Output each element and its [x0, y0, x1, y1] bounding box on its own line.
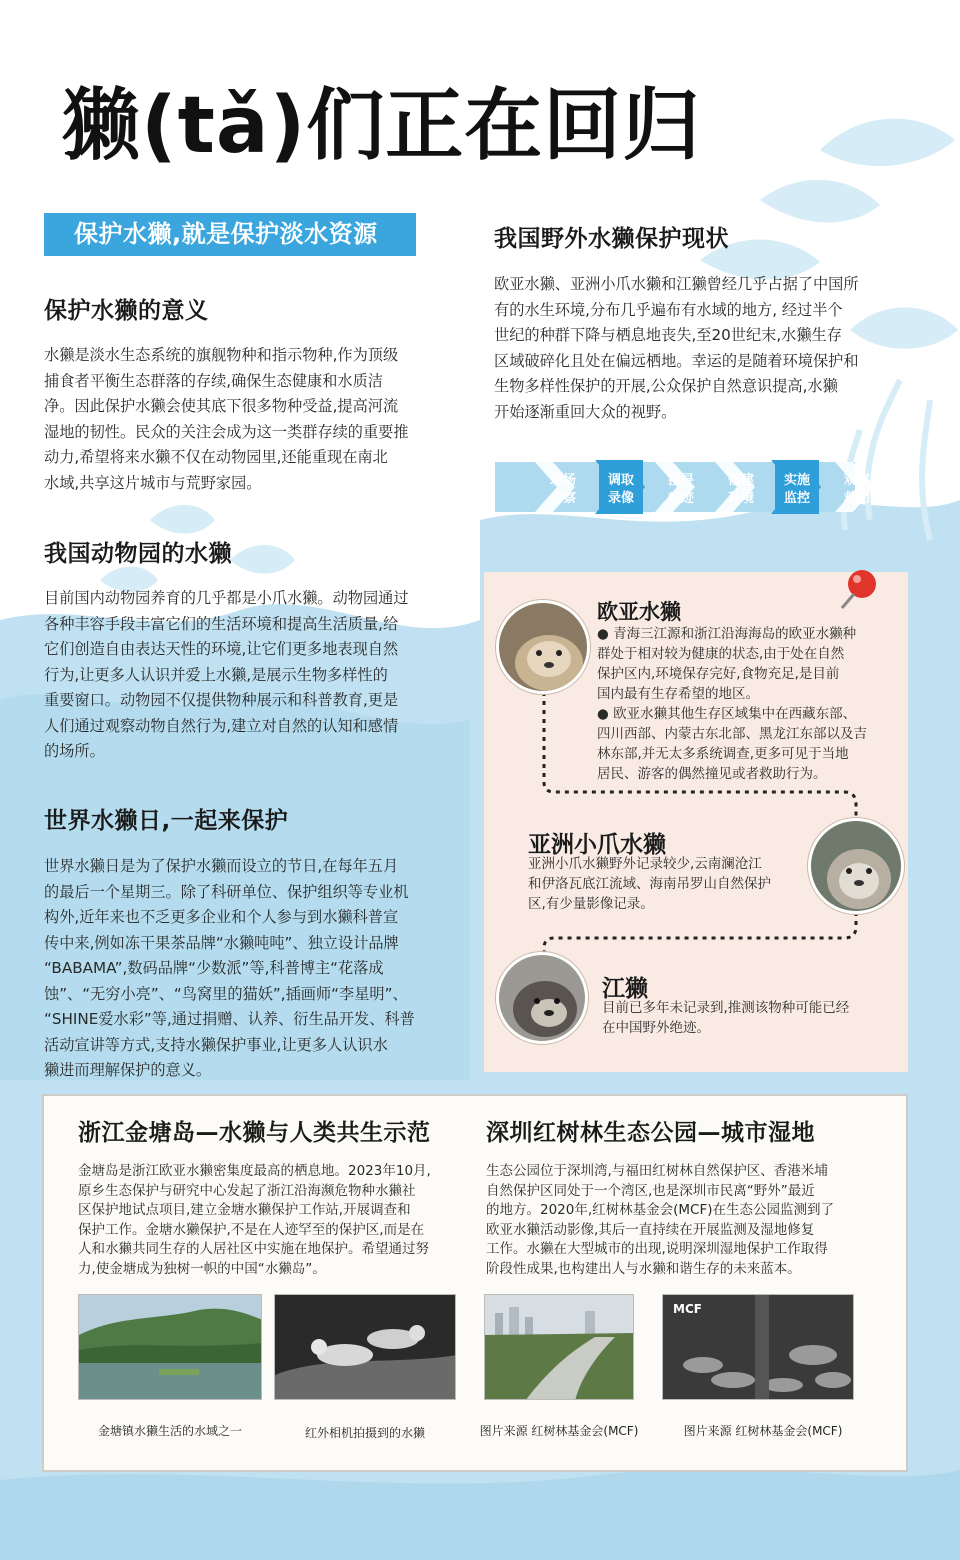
case-heading-shenzhen: 深圳红树林生态公园—城市湿地: [486, 1120, 815, 1146]
text-line: 的最后一个星期三。除了科研单位、保护组织等专业机: [44, 882, 409, 901]
text-line: 工作。水獭在大型城市的出现,说明深圳湿地保护工作取得: [486, 1241, 828, 1257]
section-heading-otter-day: 世界水獭日,一起来保护: [44, 808, 289, 834]
mcf-watermark: MCF: [673, 1302, 702, 1316]
text-line: 有的水生环境,分布几乎遍布有水域的地方, 经过半个: [494, 300, 843, 319]
species-text-eurasian: [597, 624, 897, 784]
caption-mcf-2: 图片来源 红树林基金会(MCF): [683, 1424, 843, 1438]
text-line: 传中来,例如冻干果茶品牌“水獭吨吨”、独立设计品牌: [44, 933, 399, 952]
text-line: “BABAMA”,数码品牌“少数派”等,科普博主“花落成: [44, 959, 384, 977]
text-line: 区保护地试点项目,建立金塘水獭保护工作站,开展调查和: [78, 1202, 411, 1218]
text-line: ● 青海三江源和浙江沿海海岛的欧亚水獭种: [597, 626, 857, 642]
photo-infrared-otters: [274, 1294, 456, 1400]
text-line: 金塘岛是浙江欧亚水獭密集度最高的栖息地。2023年10月,: [78, 1163, 431, 1179]
species-name-smooth-coated: 江獭: [602, 976, 648, 1002]
species-text-smooth-coated: [602, 998, 892, 1038]
flow-step-4-line1: 修建: [727, 473, 755, 488]
flow-step-6-line2: 救助: [843, 491, 871, 506]
photo-mcf-camera-trap: [662, 1294, 854, 1400]
flow-step-5-line1: 实施: [783, 473, 811, 488]
text-line: 动力,希望将来水獭不仅在动物园里,还能重现在南北: [44, 448, 388, 466]
text-line: 区,有少量影像记录。: [528, 896, 654, 912]
text-line: 阶段性成果,也构建出人与水獭和谐生存的未来蓝本。: [486, 1260, 801, 1277]
text-line: 林东部,并无太多系统调查,更多可见于当地: [597, 746, 849, 762]
text-line: 人和水獭共同生存的人居社区中实施在地保护。希望通过努: [78, 1241, 429, 1257]
text-line: 亚洲小爪水獭野外记录较少,云南澜沧江: [528, 856, 762, 872]
text-line: 蚀”、“无穷小亮”、“鸟窝里的猫妖”,插画师“李星明”、: [44, 984, 408, 1003]
flow-step-5-line2: 监控: [783, 491, 811, 506]
text-line: 国内最有生存希望的地区。: [597, 686, 759, 702]
text-line: 保护区内,环境保存完好,食物充足,是目前: [597, 666, 840, 682]
photo-shenzhen-river: [484, 1294, 634, 1400]
text-line: 行为,让更多人认识并爱上水獭,是展示生物多样性的: [44, 665, 388, 684]
text-line: 原乡生态保护与研究中心发起了浙江沿海濒危物种水獭社: [78, 1182, 416, 1199]
text-line: ● 欧亚水獭其他生存区域集中在西藏东部、: [597, 706, 857, 722]
text-line: 和伊洛瓦底江流域、海南吊罗山自然保护: [528, 876, 771, 892]
case-heading-jintang: 浙江金塘岛—水獭与人类共生示范: [78, 1120, 431, 1146]
text-line: 活动宣讲等方式,支持水獭保护事业,让更多人认识水: [44, 1035, 388, 1054]
text-line: 捕食者平衡生态群落的存续,确保生态健康和水质洁: [44, 371, 383, 390]
text-line: 开始逐渐重回大众的视野。: [494, 402, 677, 421]
pin-icon: [834, 566, 884, 616]
section-text-zoo: [44, 586, 444, 765]
caption-jintang-water: 金塘镇水獭生活的水域之一: [97, 1424, 242, 1438]
text-line: 獭进而理解保护的意义。: [44, 1061, 212, 1079]
text-line: 水域,共享这片城市与荒野家园。: [44, 473, 262, 492]
text-line: 区域破碎化且处在偏远栖地。幸运的是随着环境保护和: [494, 351, 859, 370]
eurasian-otter-photo: [496, 600, 590, 694]
text-line: 目前已多年未记录到,推测该物种可能已经: [602, 1000, 850, 1016]
text-line: 净。因此保护水獭会使其底下很多物种受益,提高河流: [44, 397, 399, 415]
flow-step-6-line1: 观察: [843, 473, 871, 488]
flow-step-3-line2: 痕迹: [667, 491, 695, 506]
flow-step-2-line2: 录像: [607, 491, 635, 506]
section-banner: 保护水獭,就是保护淡水资源: [44, 213, 416, 256]
caption-mcf-1: 图片来源 红树林基金会(MCF): [479, 1424, 639, 1438]
asian-small-clawed-otter-photo: [808, 818, 904, 914]
smooth-coated-otter-photo: [496, 952, 588, 1044]
page-title: 獭(tǎ)们正在回归: [62, 81, 702, 171]
text-line: 生物多样性保护的开展,公众保护自然意识提高,水獭: [494, 377, 838, 395]
case-text-jintang: [78, 1162, 462, 1279]
text-line: 居民、游客的偶然撞见或者救助行为。: [597, 766, 827, 782]
species-name-eurasian: 欧亚水獭: [597, 600, 681, 624]
text-line: 的地方。2020年,红树林基金会(MCF)在生态公园监测到了: [486, 1202, 835, 1218]
text-line: 世界水獭日是为了保护水獭而设立的节日,在每年五月: [44, 857, 399, 875]
section-text-wild-status: [494, 272, 898, 425]
species-text-asian-small-clawed: [528, 854, 808, 914]
section-heading-significance: 保护水獭的意义: [44, 298, 209, 324]
text-line: 生态公园位于深圳湾,与福田红树林自然保护区、香港米埔: [486, 1163, 828, 1179]
caption-infrared: 红外相机拍摄到的水獭: [304, 1426, 425, 1440]
flow-step-2-line1: 调取: [607, 473, 635, 488]
text-line: 在中国野外绝迹。: [602, 1020, 710, 1036]
text-line: 构外,近年来也不乏更多企业和个人参与到水獭科普宣: [44, 908, 399, 926]
text-line: 人们通过观察动物自然行为,建立对自然的认知和感情: [44, 716, 399, 735]
text-line: 湿地的韧性。民众的关注会成为这一类群存续的重要推: [44, 422, 409, 441]
flow-step-1-line1: 现场: [549, 473, 577, 488]
section-text-significance: [44, 343, 444, 496]
text-line: 世纪的种群下降与栖息地丧失,至20世纪末,水獭生存: [494, 326, 842, 344]
flow-step-4-line2: 环境: [727, 491, 755, 506]
text-line: 群处于相对较为健康的状态,由于处在自然: [597, 646, 845, 662]
text-line: 各种丰容手段丰富它们的生活环境和提高生活质量,给: [44, 614, 399, 633]
text-line: 它们创造自由表达天性的环境,让它们更多地表现自然: [44, 640, 399, 658]
text-line: “SHINE爱水彩”等,通过捐赠、认养、衍生品开发、科普: [44, 1010, 415, 1028]
flow-step-3-line1: 搜寻: [667, 473, 695, 488]
section-heading-zoo: 我国动物园的水獭: [44, 541, 232, 567]
photo-jintang-water: [78, 1294, 262, 1400]
text-line: 力,使金塘成为独树一帜的中国“水獭岛”。: [78, 1260, 326, 1277]
section-heading-wild-status: 我国野外水獭保护现状: [494, 226, 729, 252]
text-line: 欧亚水獭活动影像,其后一直持续在开展监测及湿地修复: [486, 1221, 815, 1238]
species-name-asian-small-clawed: 亚洲小爪水獭: [528, 832, 666, 858]
text-line: 自然保护区同处于一个湾区,也是深圳市民离“野外”最近: [486, 1182, 815, 1199]
species-card: [484, 572, 908, 1072]
text-line: 保护工作。金塘水獭保护,不是在人迹罕至的保护区,而是在: [78, 1221, 425, 1238]
text-line: 欧亚水獭、亚洲小爪水獭和江獭曾经几乎占据了中国所: [494, 275, 859, 293]
section-text-otter-day: [44, 854, 444, 1084]
text-line: 重要窗口。动物园不仅提供物种展示和科普教育,更是: [44, 691, 399, 709]
flow-step-1-line2: 考察: [549, 491, 577, 506]
text-line: 水獭是淡水生态系统的旗舰物种和指示物种,作为顶级: [44, 346, 399, 364]
case-text-shenzhen: [486, 1162, 866, 1279]
text-line: 目前国内动物园养育的几乎都是小爪水獭。动物园通过: [44, 589, 409, 607]
case-study-box: [42, 1094, 908, 1472]
text-line: 的场所。: [44, 742, 105, 760]
process-flow: [495, 460, 895, 514]
text-line: 四川西部、内蒙古东北部、黑龙江东部以及吉: [597, 726, 867, 742]
